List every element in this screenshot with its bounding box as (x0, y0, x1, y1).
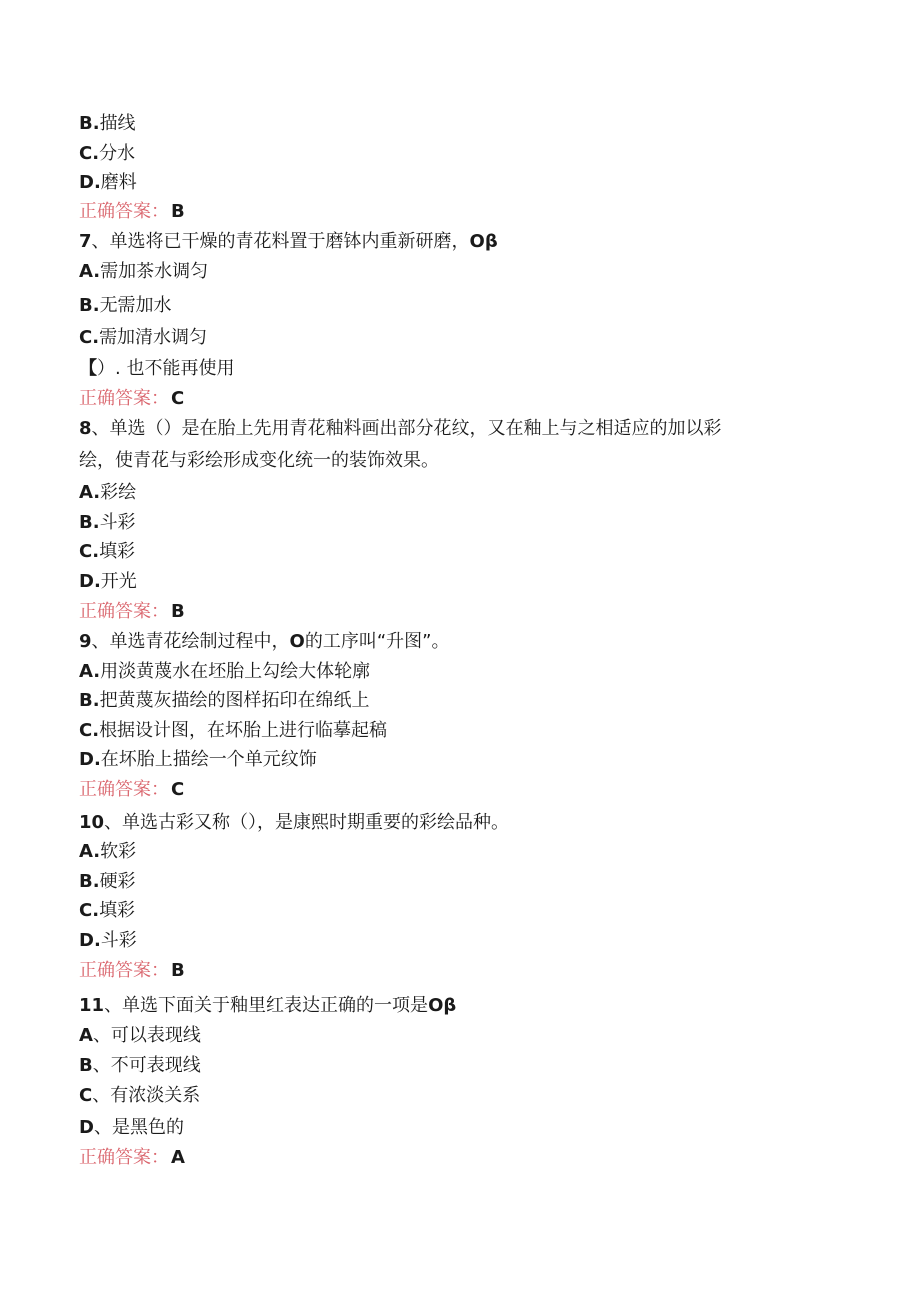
option-line: B、不可表现线 (79, 1055, 201, 1076)
answer-line: 正确答案： A (79, 1147, 185, 1168)
option-line: B.斗彩 (79, 512, 136, 533)
question-line: 8、单选（）是在胎上先用青花釉料画出部分花纹，又在釉上与之相适应的加以彩 (79, 418, 722, 439)
option-line: B.把黄蔑灰描绘的图样拓印在绵纸上 (79, 690, 370, 711)
question-line: 7、单选将已干燥的青花料置于磨钵内重新研磨，Oβ (79, 231, 498, 252)
question-line: 11、单选下面关于釉里红表达正确的一项是Oβ (79, 995, 457, 1016)
option-line: D.在坏胎上描绘一个单元纹饰 (79, 749, 317, 770)
option-line: C.填彩 (79, 900, 136, 921)
option-line: C.需加清水调匀 (79, 327, 208, 348)
option-line: A.用淡黄蔑水在坯胎上勾绘大体轮廓 (79, 661, 371, 682)
option-line: A.需加茶水调匀 (79, 261, 209, 282)
option-line: C.填彩 (79, 541, 136, 562)
option-line: C.分水 (79, 143, 136, 164)
answer-line: 正确答案： C (79, 779, 185, 800)
option-line: C、有浓淡关系 (79, 1085, 201, 1106)
answer-line: 正确答案： B (79, 960, 185, 981)
option-line: 【）. 也不能再使用 (79, 358, 235, 379)
answer-line: 正确答案： B (79, 601, 185, 622)
option-line: A.彩绘 (79, 482, 137, 503)
option-line: B.无需加水 (79, 295, 172, 316)
question-line: 9、单选青花绘制过程中，O的工序叫“升图”。 (79, 631, 450, 652)
question-line-cont: 绘，使青花与彩绘形成变化统一的装饰效果。 (79, 450, 439, 471)
option-line: D、是黑色的 (79, 1117, 184, 1138)
option-line: B.硬彩 (79, 871, 136, 892)
option-line: C.根据设计图，在坏胎上进行临摹起稿 (79, 720, 388, 741)
answer-line: 正确答案： B (79, 201, 185, 222)
answer-line: 正确答案： C (79, 388, 185, 409)
option-line: D.开光 (79, 571, 137, 592)
option-line: D.磨料 (79, 172, 137, 193)
question-line: 10、单选古彩又称（），是康熙时期重要的彩绘品种。 (79, 812, 510, 833)
option-line: A.软彩 (79, 841, 137, 862)
option-line: A、可以表现线 (79, 1025, 201, 1046)
option-line: B.描线 (79, 113, 136, 134)
option-line: D.斗彩 (79, 930, 137, 951)
